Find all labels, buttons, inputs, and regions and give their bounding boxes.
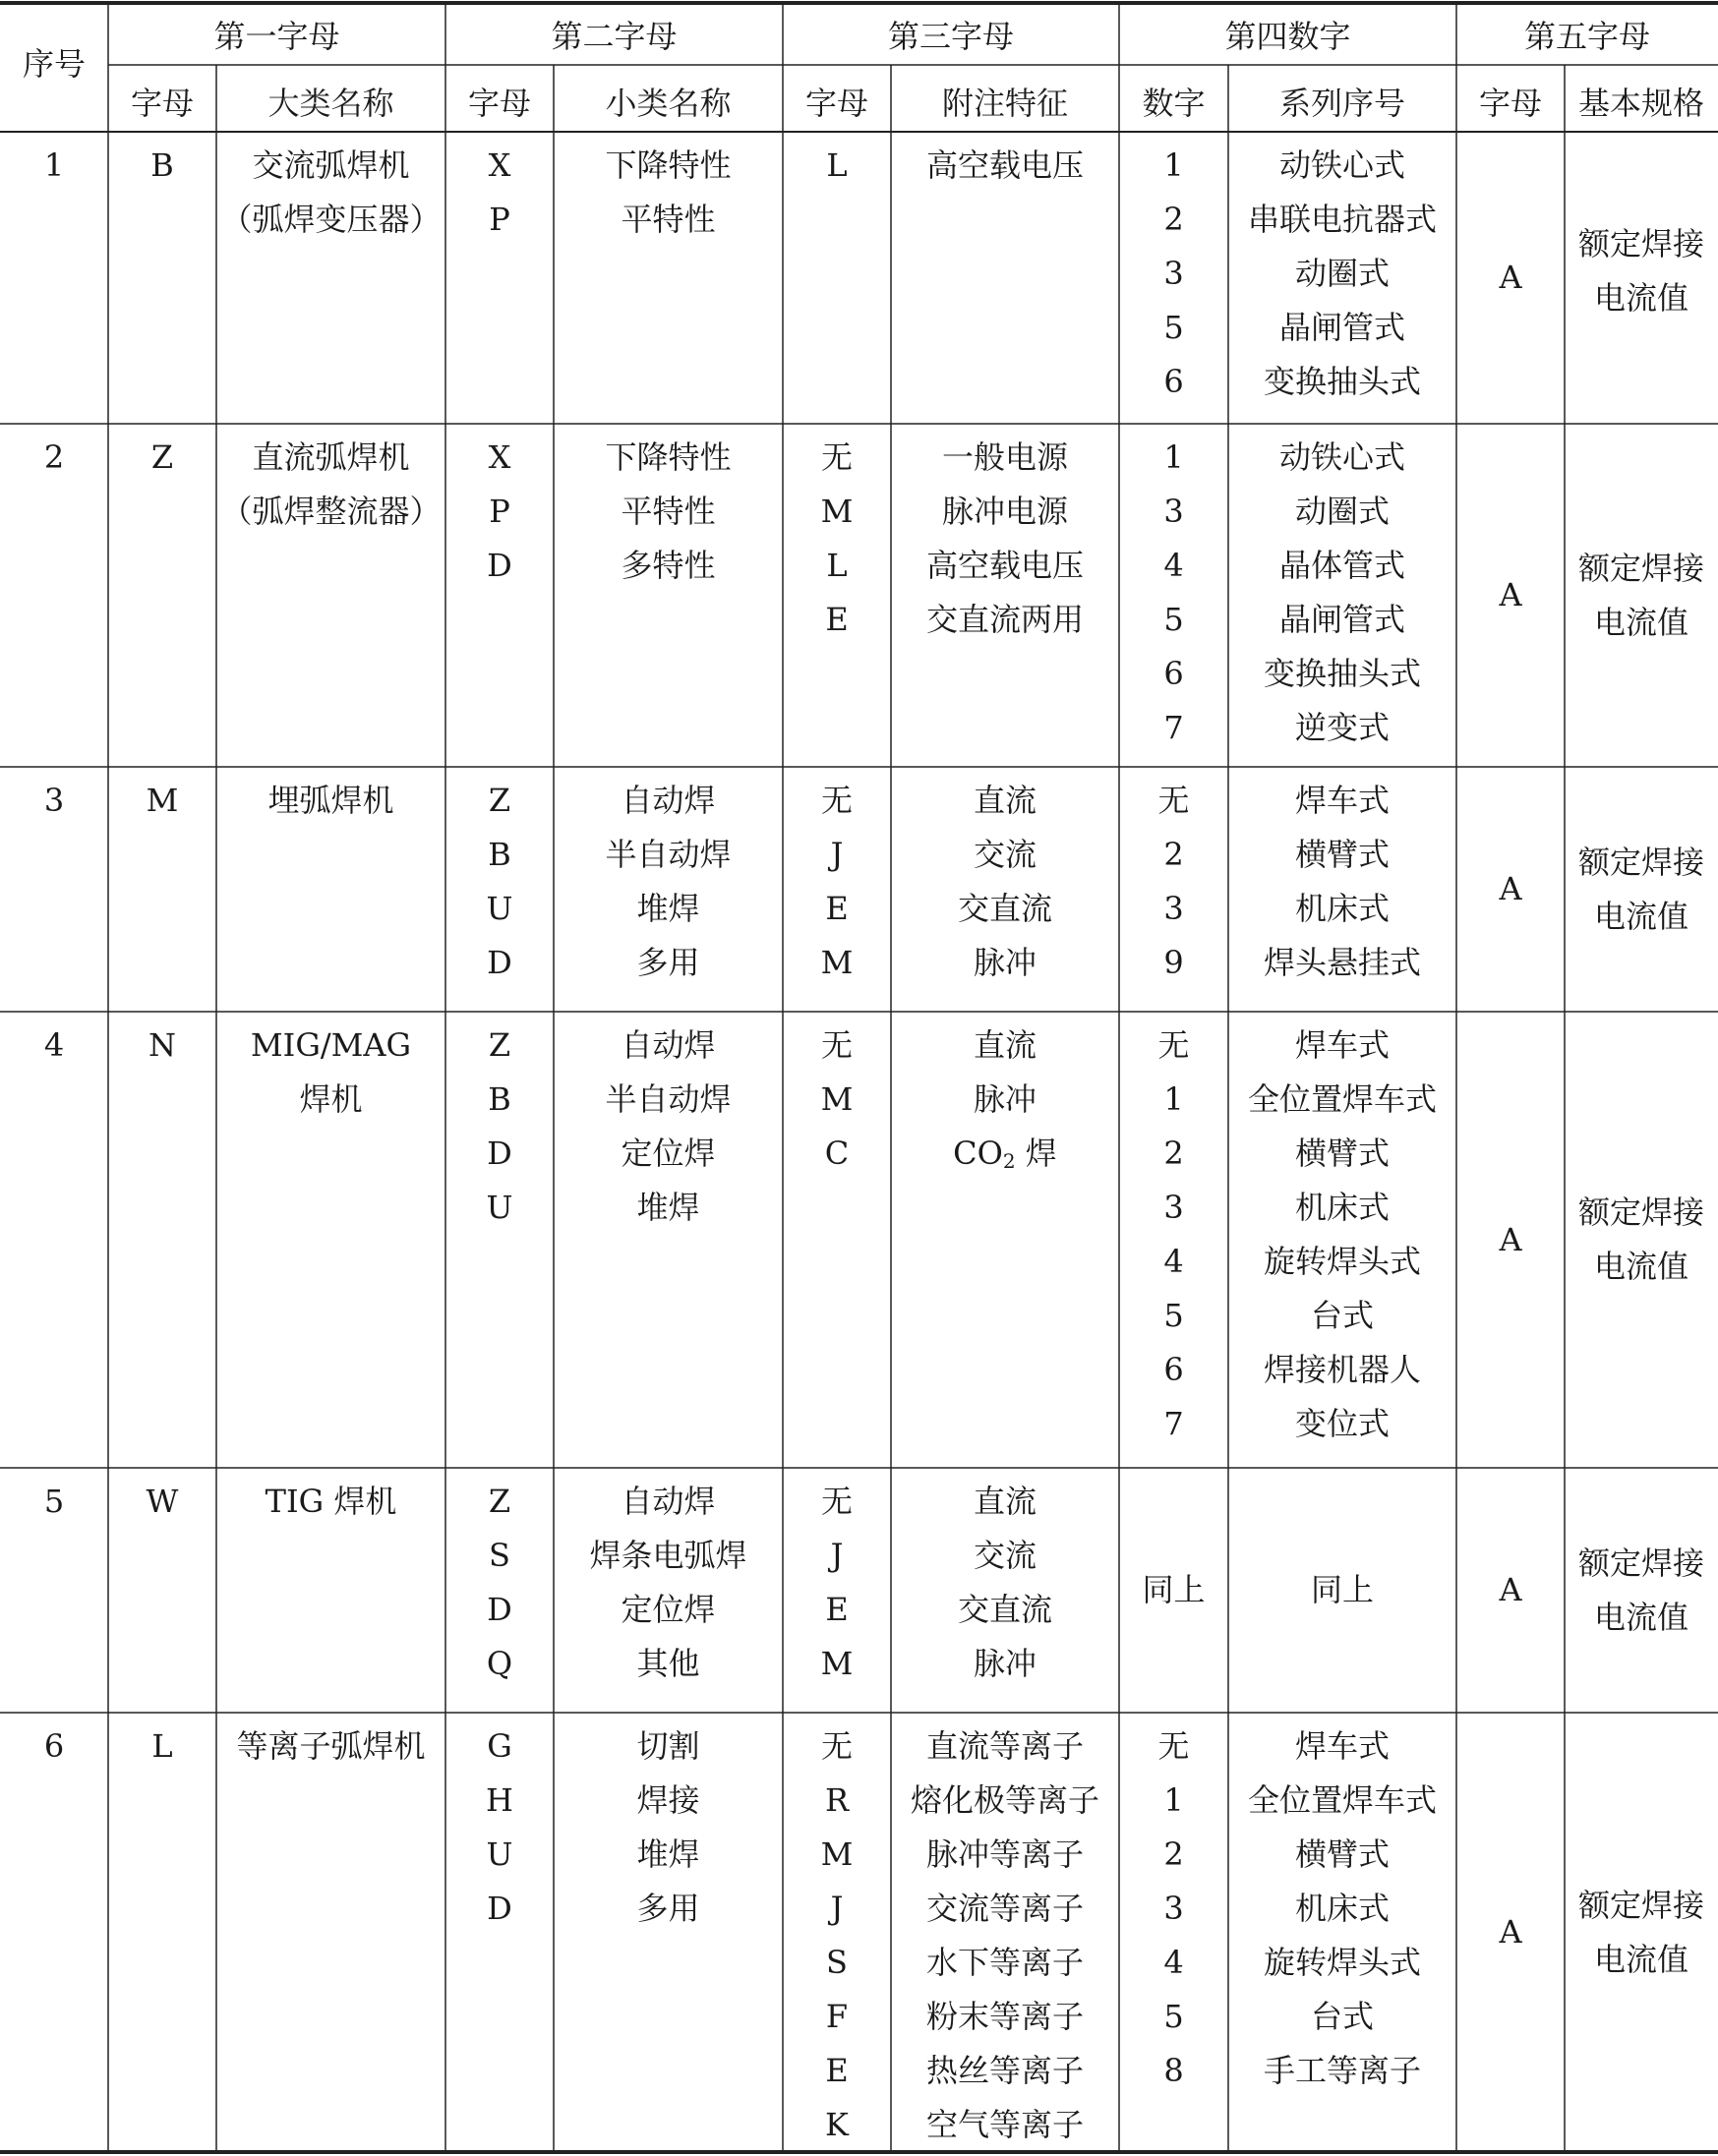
row4-letter2-item: U (486, 1189, 513, 1226)
row3-series-item: 机床式 (1294, 890, 1390, 927)
row6-letter2-item: D (487, 1890, 512, 1927)
row5-category-line1: TIG 焊机 (265, 1483, 397, 1520)
row6-number-item: 无 (1157, 1727, 1190, 1765)
row2-feature-item: 脉冲电源 (941, 493, 1068, 530)
row1-number-item: 3 (1163, 255, 1184, 292)
row5-feature-item: 交流 (973, 1537, 1037, 1574)
row4-category-line1: MIG/MAG (250, 1026, 412, 1064)
row2-subcategory-item: 下降特性 (605, 438, 732, 476)
row6-feature-item: 脉冲等离子 (925, 1836, 1084, 1873)
row4-letter5 (1456, 1012, 1565, 1468)
row3-letter2-item: U (486, 890, 513, 927)
row2-feature (891, 431, 1119, 647)
row4-letter5-value: A (1499, 1220, 1522, 1258)
row3-seq: 3 (43, 782, 65, 819)
row6-feature-item: 直流等离子 (925, 1727, 1084, 1765)
row4-series-item: 台式 (1310, 1297, 1374, 1334)
row2-series-item: 动铁心式 (1278, 438, 1405, 476)
row1-number-item: 6 (1163, 363, 1184, 400)
row6-feature-item: 水下等离子 (925, 1944, 1084, 1981)
row5-letter5 (1456, 1468, 1565, 1713)
row4-letter2-item: D (487, 1135, 512, 1172)
row2-series-item: 动圈式 (1294, 493, 1390, 530)
row6-letter3-item: K (825, 2106, 849, 2143)
row3-letter3-item: M (820, 944, 854, 981)
row2-number-item: 7 (1163, 709, 1184, 746)
row2-seq: 2 (43, 438, 65, 476)
row1-letter5 (1456, 132, 1565, 424)
row2-series-item: 逆变式 (1294, 709, 1390, 746)
row3-number-item: 9 (1163, 944, 1184, 981)
row4-letter2 (445, 1019, 554, 1235)
row6-letter3-item: F (825, 1998, 849, 2035)
row4-letter1: N (148, 1026, 176, 1064)
row3-feature-item: 交流 (973, 836, 1037, 873)
row2-subcategory-item: 平特性 (621, 493, 716, 530)
header-letter-1: 字母 (130, 85, 194, 122)
row6-series-item: 横臂式 (1294, 1836, 1390, 1873)
header-group-2: 第二字母 (551, 18, 678, 55)
row1-number-item: 2 (1163, 201, 1184, 238)
row6-number-item: 4 (1163, 1944, 1184, 1981)
row2-number-item: 5 (1163, 601, 1184, 638)
row2-category-line2: （弧焊整流器） (220, 493, 442, 530)
row5-number-same: 同上 (1142, 1571, 1206, 1608)
row2-category (216, 431, 445, 539)
row3-number (1119, 774, 1228, 990)
row6-letter3-item: E (825, 2052, 849, 2089)
row4-series-item: 全位置焊车式 (1247, 1080, 1437, 1118)
row6-number-item: 8 (1163, 2052, 1184, 2089)
row2-number-item: 6 (1163, 655, 1184, 692)
row6-feature-item: 熔化极等离子 (910, 1781, 1099, 1819)
row5-series (1228, 1468, 1456, 1713)
header-group-3: 第三字母 (887, 18, 1014, 55)
header-letter-2: 字母 (467, 85, 531, 122)
row2-letter3-item: M (820, 493, 854, 530)
header-number: 数字 (1142, 85, 1206, 122)
row3-subcategory-item: 自动焊 (621, 782, 716, 819)
row3-number-item: 3 (1163, 890, 1184, 927)
row6-number-item: 1 (1163, 1781, 1184, 1819)
row6-feature-item: 交流等离子 (925, 1890, 1084, 1927)
row4-number-item: 3 (1163, 1189, 1184, 1226)
row5-feature-item: 脉冲 (973, 1645, 1037, 1682)
row1-letter3 (783, 139, 891, 193)
row3-letter5 (1456, 767, 1565, 1012)
row6-subcategory-item: 多用 (636, 1890, 700, 1927)
row6-number-item: 2 (1163, 1836, 1184, 1873)
row4-series (1228, 1019, 1456, 1451)
row4-series-item: 横臂式 (1294, 1135, 1390, 1172)
row5-letter3-item: E (825, 1591, 849, 1628)
row4-subcategory-item: 定位焊 (621, 1135, 716, 1172)
row5-spec-line1: 额定焊接 (1577, 1544, 1704, 1582)
row5-letter3-item: M (820, 1645, 854, 1682)
row6-spec (1565, 1713, 1718, 2152)
row3-subcategory (554, 774, 783, 990)
header-seq: 序号 (22, 45, 86, 83)
row6-number-item: 3 (1163, 1890, 1184, 1927)
row3-number-item: 2 (1163, 836, 1184, 873)
row6-letter3-item: S (826, 1944, 848, 1981)
row2-letter1: Z (150, 438, 174, 476)
row4-number (1119, 1019, 1228, 1451)
row4-number-item: 4 (1163, 1243, 1184, 1280)
row6-letter3-item: R (824, 1781, 850, 1819)
row5-letter2-item: Q (486, 1645, 513, 1682)
row5-seq: 5 (43, 1483, 65, 1520)
row6-letter3-item: J (830, 1890, 844, 1927)
row4-letter3 (783, 1019, 891, 1181)
row2-series (1228, 431, 1456, 755)
header-feature: 附注特征 (941, 85, 1068, 122)
row4-letter2-item: Z (488, 1026, 511, 1064)
row6-letter1: L (151, 1727, 173, 1765)
row1-subcategory (554, 139, 783, 247)
row5-spec (1565, 1468, 1718, 1713)
row3-feature-item: 直流 (973, 782, 1037, 819)
row6-letter5 (1456, 1713, 1565, 2152)
row3-category (216, 774, 445, 828)
row4-series-item: 机床式 (1294, 1189, 1390, 1226)
row6-series-item: 旋转焊头式 (1263, 1944, 1421, 1981)
row4-series-item: 焊车式 (1294, 1026, 1390, 1064)
row4-number-item: 6 (1163, 1351, 1184, 1388)
row6-letter2 (445, 1719, 554, 1936)
row5-letter3-item: 无 (820, 1483, 853, 1520)
row2-letter3-item: 无 (820, 438, 853, 476)
row3-series-item: 焊车式 (1294, 782, 1390, 819)
row4-number-item: 无 (1157, 1026, 1190, 1064)
header-group-4: 第四数字 (1224, 18, 1351, 55)
row5-feature-item: 交直流 (957, 1591, 1052, 1628)
header-category: 大类名称 (267, 85, 394, 122)
row1-letter5-value: A (1499, 259, 1522, 296)
row5-subcategory (554, 1475, 783, 1691)
row2-letter2 (445, 431, 554, 593)
row6-letter2-item: G (487, 1727, 512, 1765)
row1-letter1: B (150, 146, 174, 184)
row4-feature (891, 1019, 1119, 1181)
row6-category-line1: 等离子弧焊机 (236, 1727, 426, 1765)
row4-series-item: 旋转焊头式 (1263, 1243, 1421, 1280)
row4-subcategory-item: 堆焊 (636, 1189, 700, 1226)
row2-subcategory (554, 431, 783, 593)
header-letter-5: 字母 (1478, 85, 1542, 122)
row3-subcategory-item: 多用 (636, 944, 700, 981)
row6-series-item: 机床式 (1294, 1890, 1390, 1927)
row3-letter2-item: Z (488, 782, 511, 819)
header-series: 系列序号 (1278, 85, 1405, 122)
row3-feature-item: 脉冲 (973, 944, 1037, 981)
row5-letter3 (783, 1475, 891, 1691)
row6-feature-item: 空气等离子 (925, 2106, 1084, 2143)
row2-series-item: 晶闸管式 (1278, 601, 1405, 638)
row2-letter2-item: X (488, 438, 511, 476)
row5-number (1119, 1468, 1228, 1713)
row1-series-item: 晶闸管式 (1278, 309, 1405, 346)
row5-series-same: 同上 (1310, 1571, 1374, 1608)
row5-category (216, 1475, 445, 1529)
row3-category-line1: 埋弧焊机 (267, 782, 394, 819)
row4-subcategory (554, 1019, 783, 1235)
row1-number (1119, 139, 1228, 409)
row6-letter3-item: M (820, 1836, 854, 1873)
row6-letter3 (783, 1719, 891, 2152)
row2-letter3-item: E (825, 601, 849, 638)
row1-spec (1565, 132, 1718, 411)
row4-category-line2: 焊机 (299, 1080, 363, 1118)
row5-letter2-item: Z (488, 1483, 511, 1520)
row5-feature-item: 直流 (973, 1483, 1037, 1520)
row3-letter1: M (146, 782, 179, 819)
row4-number-item: 2 (1163, 1135, 1184, 1172)
row1-spec-line2: 电流值 (1593, 279, 1688, 317)
row3-spec-line2: 电流值 (1593, 897, 1688, 935)
row6-series-item: 手工等离子 (1263, 2052, 1421, 2089)
row2-spec-line2: 电流值 (1593, 603, 1688, 641)
row3-series (1228, 774, 1456, 990)
row5-subcategory-item: 自动焊 (621, 1483, 716, 1520)
row4-series-item: 焊接机器人 (1263, 1351, 1421, 1388)
row1-category-line2: （弧焊变压器） (220, 201, 442, 238)
row6-category (216, 1719, 445, 1774)
row6-letter3-item: 无 (820, 1727, 853, 1765)
row6-feature (891, 1719, 1119, 2152)
row4-number-item: 5 (1163, 1297, 1184, 1334)
row3-letter3-item: J (830, 836, 844, 873)
header-subcategory: 小类名称 (605, 85, 732, 122)
row5-subcategory-item: 焊条电弧焊 (589, 1537, 747, 1574)
row6-subcategory-item: 切割 (636, 1727, 700, 1765)
row3-letter3-item: E (825, 890, 849, 927)
row1-category-line1: 交流弧焊机 (252, 146, 410, 184)
row2-spec (1565, 424, 1718, 767)
row1-letter2-item: P (489, 201, 510, 238)
row4-feature-item: 直流 (973, 1026, 1037, 1064)
row3-letter2-item: D (487, 944, 512, 981)
row3-spec-line1: 额定焊接 (1577, 843, 1704, 881)
row4-spec (1565, 1012, 1718, 1468)
row1-series-item: 动铁心式 (1278, 146, 1405, 184)
row1-number-item: 5 (1163, 309, 1184, 346)
row2-feature-item: 高空载电压 (925, 547, 1084, 584)
row3-letter3-item: 无 (820, 782, 853, 819)
header-letter-3: 字母 (804, 85, 868, 122)
row6-number (1119, 1719, 1228, 2098)
row6-feature-item: 粉末等离子 (925, 1998, 1084, 2035)
row6-letter2-item: H (486, 1781, 513, 1819)
row2-letter3-item: L (826, 547, 848, 584)
row1-letter2-item: X (488, 146, 511, 184)
row1-subcategory-item: 平特性 (621, 201, 716, 238)
header-group-5: 第五字母 (1523, 18, 1650, 55)
row1-series-item: 变换抽头式 (1263, 363, 1421, 400)
header-spec: 基本规格 (1577, 85, 1704, 122)
row2-number-item: 1 (1163, 438, 1184, 476)
row1-series-item: 串联电抗器式 (1247, 201, 1437, 238)
row2-feature-item: 交直流两用 (925, 601, 1084, 638)
row5-letter3-item: J (830, 1537, 844, 1574)
row2-feature-item: 一般电源 (941, 438, 1068, 476)
row6-subcategory-item: 堆焊 (636, 1836, 700, 1873)
row2-series-item: 晶体管式 (1278, 547, 1405, 584)
row1-category (216, 139, 445, 247)
row4-category (216, 1019, 445, 1127)
row6-subcategory (554, 1719, 783, 1936)
row5-letter2 (445, 1475, 554, 1691)
row3-letter3 (783, 774, 891, 990)
row1-feature (891, 139, 1119, 193)
row4-subcategory-item: 自动焊 (621, 1026, 716, 1064)
row1-series-item: 动圈式 (1294, 255, 1390, 292)
row1-feature-item: 高空载电压 (925, 146, 1084, 184)
row3-feature (891, 774, 1119, 990)
row6-feature-item: 热丝等离子 (925, 2052, 1084, 2089)
row3-subcategory-item: 半自动焊 (605, 836, 732, 873)
row4-letter3-item: 无 (820, 1026, 853, 1064)
row1-letter3-item: L (826, 146, 848, 184)
row2-number (1119, 431, 1228, 755)
row6-number-item: 5 (1163, 1998, 1184, 2035)
row1-spec-line1: 额定焊接 (1577, 225, 1704, 262)
row5-letter1: W (146, 1483, 179, 1520)
row1-number-item: 1 (1163, 146, 1184, 184)
row4-letter3-item: M (820, 1080, 854, 1118)
row3-number-item: 无 (1157, 782, 1190, 819)
row6-series-item: 焊车式 (1294, 1727, 1390, 1765)
row3-letter2-item: B (488, 836, 511, 873)
row5-letter2-item: D (487, 1591, 512, 1628)
row4-number-item: 1 (1163, 1080, 1184, 1118)
row6-letter5-value: A (1499, 1913, 1522, 1951)
row5-feature (891, 1475, 1119, 1691)
row6-letter2-item: U (486, 1836, 513, 1873)
row4-letter3-item: C (824, 1135, 850, 1172)
row2-spec-line1: 额定焊接 (1577, 549, 1704, 587)
row2-letter2-item: D (487, 547, 512, 584)
row5-letter2-item: S (489, 1537, 510, 1574)
row3-feature-item: 交直流 (957, 890, 1052, 927)
row4-number-item: 7 (1163, 1405, 1184, 1442)
row4-subcategory-item: 半自动焊 (605, 1080, 732, 1118)
row1-subcategory-item: 下降特性 (605, 146, 732, 184)
row4-seq: 4 (43, 1026, 65, 1064)
row3-letter2 (445, 774, 554, 990)
row5-spec-line2: 电流值 (1593, 1598, 1688, 1636)
row6-subcategory-item: 焊接 (636, 1781, 700, 1819)
row6-spec-line2: 电流值 (1593, 1940, 1688, 1978)
row6-series-item: 台式 (1310, 1998, 1374, 2035)
row4-feature-item: 脉冲 (973, 1080, 1037, 1118)
row2-category-line1: 直流弧焊机 (252, 438, 410, 476)
row3-subcategory-item: 堆焊 (636, 890, 700, 927)
row5-letter5-value: A (1499, 1571, 1522, 1608)
row6-spec-line1: 额定焊接 (1577, 1886, 1704, 1924)
row1-series (1228, 139, 1456, 409)
row2-letter5 (1456, 424, 1565, 767)
row3-spec (1565, 767, 1718, 1012)
row2-series-item: 变换抽头式 (1263, 655, 1421, 692)
row4-letter2-item: B (488, 1080, 511, 1118)
row6-series (1228, 1719, 1456, 2098)
row1-seq: 1 (43, 146, 65, 184)
row3-letter5-value: A (1499, 870, 1522, 907)
row5-subcategory-item: 其他 (636, 1645, 700, 1682)
row1-letter2 (445, 139, 554, 247)
row4-feature-co2: $CO_2$ 焊 (953, 1135, 1057, 1173)
row2-number-item: 3 (1163, 493, 1184, 530)
row6-series-item: 全位置焊车式 (1247, 1781, 1437, 1819)
row4-spec-line1: 额定焊接 (1577, 1194, 1704, 1231)
row2-letter2-item: P (489, 493, 510, 530)
row5-subcategory-item: 定位焊 (621, 1591, 716, 1628)
header-group-1: 第一字母 (213, 18, 340, 55)
row2-number-item: 4 (1163, 547, 1184, 584)
row4-series-item: 变位式 (1294, 1405, 1390, 1442)
row3-series-item: 焊头悬挂式 (1263, 944, 1421, 981)
row4-spec-line2: 电流值 (1593, 1248, 1688, 1285)
row2-letter5-value: A (1499, 576, 1522, 613)
row2-letter3 (783, 431, 891, 647)
row3-series-item: 横臂式 (1294, 836, 1390, 873)
row2-subcategory-item: 多特性 (621, 547, 716, 584)
row6-seq: 6 (43, 1727, 65, 1765)
